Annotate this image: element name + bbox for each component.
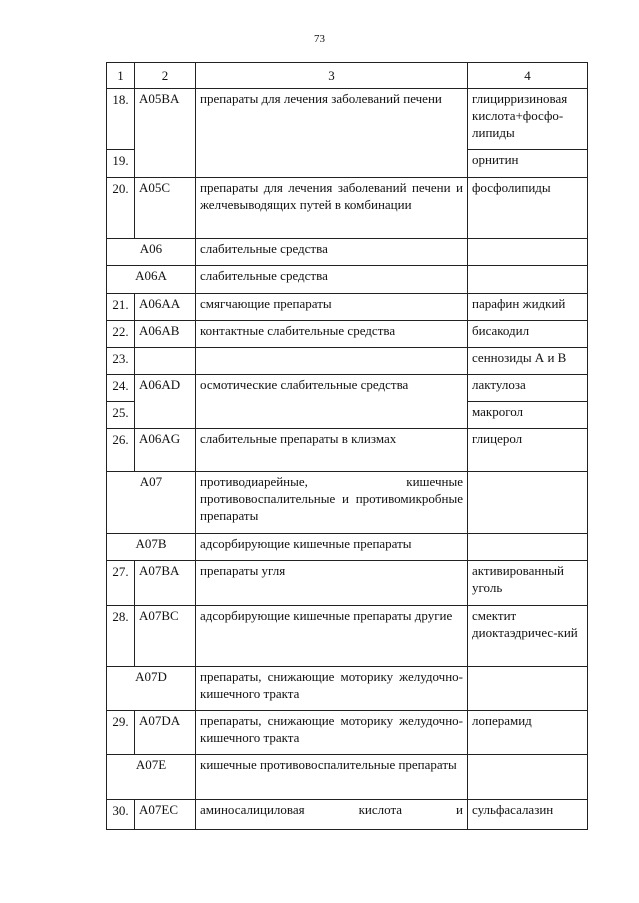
drug-name [468, 266, 588, 294]
table-row [107, 472, 588, 534]
table-row [107, 89, 588, 150]
drug-name: лоперамид [468, 711, 588, 755]
column-header: 3 [196, 63, 468, 89]
group-description: препараты для лечения заболеваний печени [196, 89, 468, 178]
group-description: кишечные противовоспалительные препараты [196, 755, 468, 800]
drug-name: сульфасалазин [468, 800, 588, 830]
drug-name: сеннозиды А и В [468, 348, 588, 375]
atc-code: A06AG [135, 429, 196, 472]
page-number: 73 [314, 33, 325, 45]
group-description: препараты для лечения заболеваний печени и желчевыводящих путей в комбинации [196, 178, 468, 239]
drug-name: парафин жидкий [468, 294, 588, 321]
table-row [107, 606, 588, 667]
atc-code: A06A [107, 266, 196, 294]
drug-name: бисакодил [468, 321, 588, 348]
group-description: аминосалициловая кислота и [196, 800, 468, 830]
row-number: 22. [107, 321, 135, 348]
atc-code: A07EC [135, 800, 196, 830]
group-description: адсорбирующие кишечные препараты [196, 534, 468, 561]
table-row [107, 711, 588, 755]
atc-code: A07E [107, 755, 196, 800]
table-row [107, 375, 588, 402]
row-number: 21. [107, 294, 135, 321]
group-description: препараты, снижающие моторику желудочно-кишечного тракта [196, 667, 468, 711]
row-number: 18. [107, 89, 135, 150]
row-number: 23. [107, 348, 135, 375]
atc-code: A07D [107, 667, 196, 711]
drug-name [468, 239, 588, 266]
row-number: 26. [107, 429, 135, 472]
group-description: смягчающие препараты [196, 294, 468, 321]
group-description: слабительные средства [196, 266, 468, 294]
atc-code: A05BA [135, 89, 196, 178]
drug-name: орнитин [468, 150, 588, 178]
atc-code: A07B [107, 534, 196, 561]
column-header: 4 [468, 63, 588, 89]
atc-code: A07 [107, 472, 196, 534]
row-number: 20. [107, 178, 135, 239]
table-row [107, 321, 588, 348]
drug-name: лактулоза [468, 375, 588, 402]
atc-code: A06AD [135, 375, 196, 429]
table-row [107, 561, 588, 606]
atc-code: A07DA [135, 711, 196, 755]
row-number: 19. [107, 150, 135, 178]
atc-code: A06AA [135, 294, 196, 321]
drug-name [468, 755, 588, 800]
table-row [107, 266, 588, 294]
table-header-row [107, 63, 588, 89]
row-number: 24. [107, 375, 135, 402]
group-description [196, 348, 468, 375]
group-description: осмотические слабительные средства [196, 375, 468, 429]
column-header: 1 [107, 63, 135, 89]
drug-name: активированный уголь [468, 561, 588, 606]
drug-name: фосфолипиды [468, 178, 588, 239]
group-description: слабительные препараты в клизмах [196, 429, 468, 472]
table-row [107, 294, 588, 321]
row-number: 30. [107, 800, 135, 830]
table-row [107, 534, 588, 561]
atc-code: A07BC [135, 606, 196, 667]
drug-name: макрогол [468, 402, 588, 429]
group-description: контактные слабительные средства [196, 321, 468, 348]
drug-classification-table [106, 62, 588, 830]
table-row [107, 429, 588, 472]
row-number: 29. [107, 711, 135, 755]
table-row [107, 800, 588, 830]
column-header: 2 [135, 63, 196, 89]
drug-name [468, 534, 588, 561]
group-description: препараты, снижающие моторику желудочно-кишечного тракта [196, 711, 468, 755]
table-row [107, 178, 588, 239]
drug-name: смектит диоктаэдричес-кий [468, 606, 588, 667]
group-description: препараты угля [196, 561, 468, 606]
table-row [107, 667, 588, 711]
table-row [107, 348, 588, 375]
row-number: 28. [107, 606, 135, 667]
table-row [107, 239, 588, 266]
atc-code: A05C [135, 178, 196, 239]
atc-code: A06AB [135, 321, 196, 348]
atc-code: A06 [107, 239, 196, 266]
drug-name: глицирризиновая кислота+фосфо-липиды [468, 89, 588, 150]
table-row [107, 755, 588, 800]
drug-name [468, 667, 588, 711]
group-description: слабительные средства [196, 239, 468, 266]
atc-code [135, 348, 196, 375]
row-number: 25. [107, 402, 135, 429]
atc-code: A07BA [135, 561, 196, 606]
drug-name [468, 472, 588, 534]
group-description: адсорбирующие кишечные препараты другие [196, 606, 468, 667]
row-number: 27. [107, 561, 135, 606]
drug-name: глицерол [468, 429, 588, 472]
group-description: противодиарейные, кишечные противовоспалительные и противомикробные препараты [196, 472, 468, 534]
